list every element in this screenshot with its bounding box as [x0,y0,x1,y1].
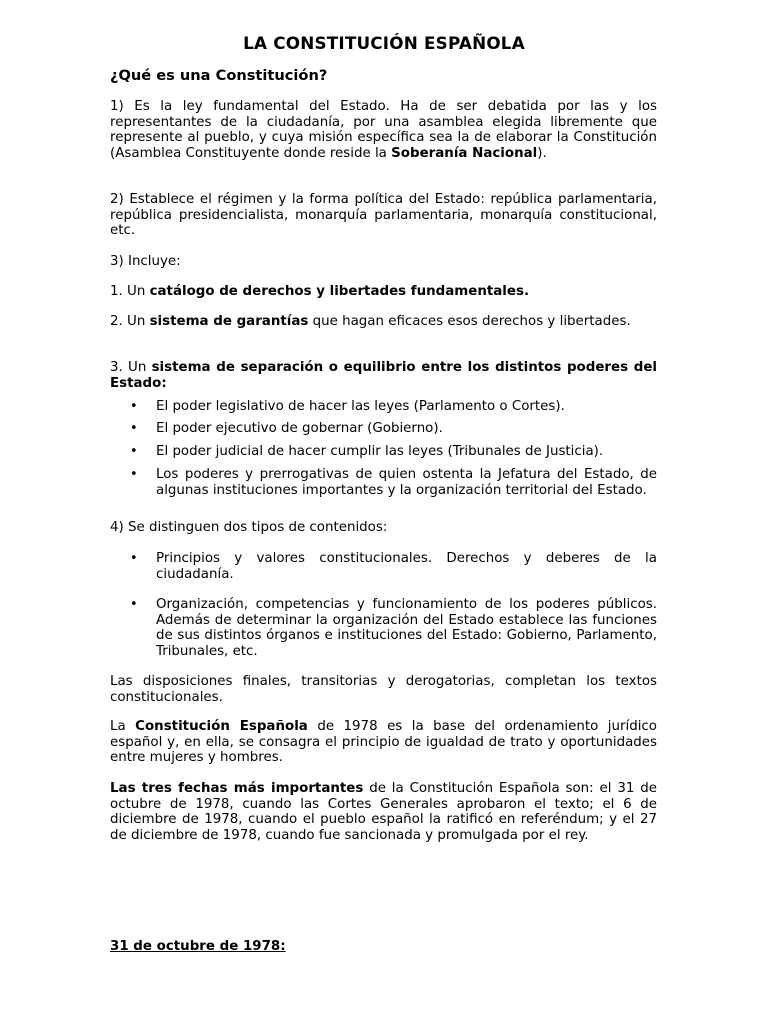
paragraph-1-end: ). [537,145,547,161]
content-text: Principios y valores constitucionales. Derechos y deberes de la ciudadanía. [156,551,657,582]
paragraph-4: 4) Se distinguen dos tipos de contenidos: [110,520,388,535]
bullet-icon: • [130,421,138,436]
power-text: El poder ejecutivo de gobernar (Gobierno). [156,421,443,436]
bullet-icon: • [130,467,138,482]
list-item-3-prefix: 3. Un [110,360,152,375]
document-title: LA CONSTITUCIÓN ESPAÑOLA [243,33,525,53]
paragraph-3: 3) Incluye: [110,254,181,269]
list-item-3 [110,360,657,391]
bullet-icon: • [130,551,138,566]
power-text: El poder legislativo de hacer las leyes (Parlamento o Cortes). [156,399,565,414]
paragraph-6 [110,719,657,766]
paragraph-2: 2) Establece el régimen y la forma política del Estado: república parlamentaria, república presidencialista, monarquía parlamentaria, monarquía constitucional, etc. [110,192,657,239]
paragraph-1-bold: Soberanía Nacional [391,145,538,161]
section-heading: ¿Qué es una Constitución? [110,67,328,84]
power-text: El poder judicial de hacer cumplir las leyes (Tribunales de Justicia). [156,444,604,459]
content-text: Organización, competencias y funcionamiento de los poderes públicos. Además de determinar la organización del Estado establece las funciones de sus distintos órganos e instituciones del Estado: Gobierno, Parlamento, Tribunales, etc. [156,597,657,659]
bullet-icon: • [130,399,138,414]
bullet-icon: • [130,444,138,459]
paragraph-7 [110,781,657,843]
bullet-icon: • [130,597,138,612]
paragraph-5: Las disposiciones finales, transitorias y derogatorias, completan los textos constitucionales. [110,674,657,705]
list-item-1 [110,284,657,300]
paragraph-7-rest: de la Constitución Española son: el 31 de octubre de 1978, cuando las Cortes Generales aprobaron el texto; el 6 de diciembre de 1978, cuando el pueblo español la ratificó en referéndum; y el 27 de diciembre de 1978, cuando fue sancionada y promulgada por el rey. [110,781,657,843]
paragraph-1 [110,99,657,161]
paragraph-7-bold: Las tres fechas más importantes [110,781,364,796]
paragraph-6-rest: de 1978 es la base del ordenamiento jurídico español y, en ella, se consagra el principio de igualdad de trato y oportunidades entre mujeres y hombres. [110,719,657,766]
power-text: Los poderes y prerrogativas de quien ostenta la Jefatura del Estado, de algunas instituciones importantes y la organización territorial del Estado. [156,467,657,498]
list-item-2-prefix: 2. Un [110,314,150,329]
list-item-3-bold: sistema de separación o equilibrio entre los distintos poderes del Estado: [110,360,657,391]
date-heading: 31 de octubre de 1978: [110,939,286,954]
list-item-1-prefix: 1. Un [110,284,150,299]
paragraph-1-text: 1) Es la ley fundamental del Estado. Ha de ser debatida por las y los representantes de la ciudadanía, por una asamblea elegida libremente que represente al pueblo, y cuya misión específica sea la de elaborar la Constitución (Asamblea Constituyente donde reside la [110,99,657,161]
list-item-2-bold: sistema de garantías [149,314,309,329]
paragraph-6-prefix: La [110,719,136,734]
paragraph-6-bold: Constitución Española [135,719,308,734]
list-item-2 [110,314,657,330]
list-item-2-rest: que hagan eficaces esos derechos y libertades. [308,314,631,329]
list-item-1-bold: catálogo de derechos y libertades fundamentales. [149,284,530,299]
